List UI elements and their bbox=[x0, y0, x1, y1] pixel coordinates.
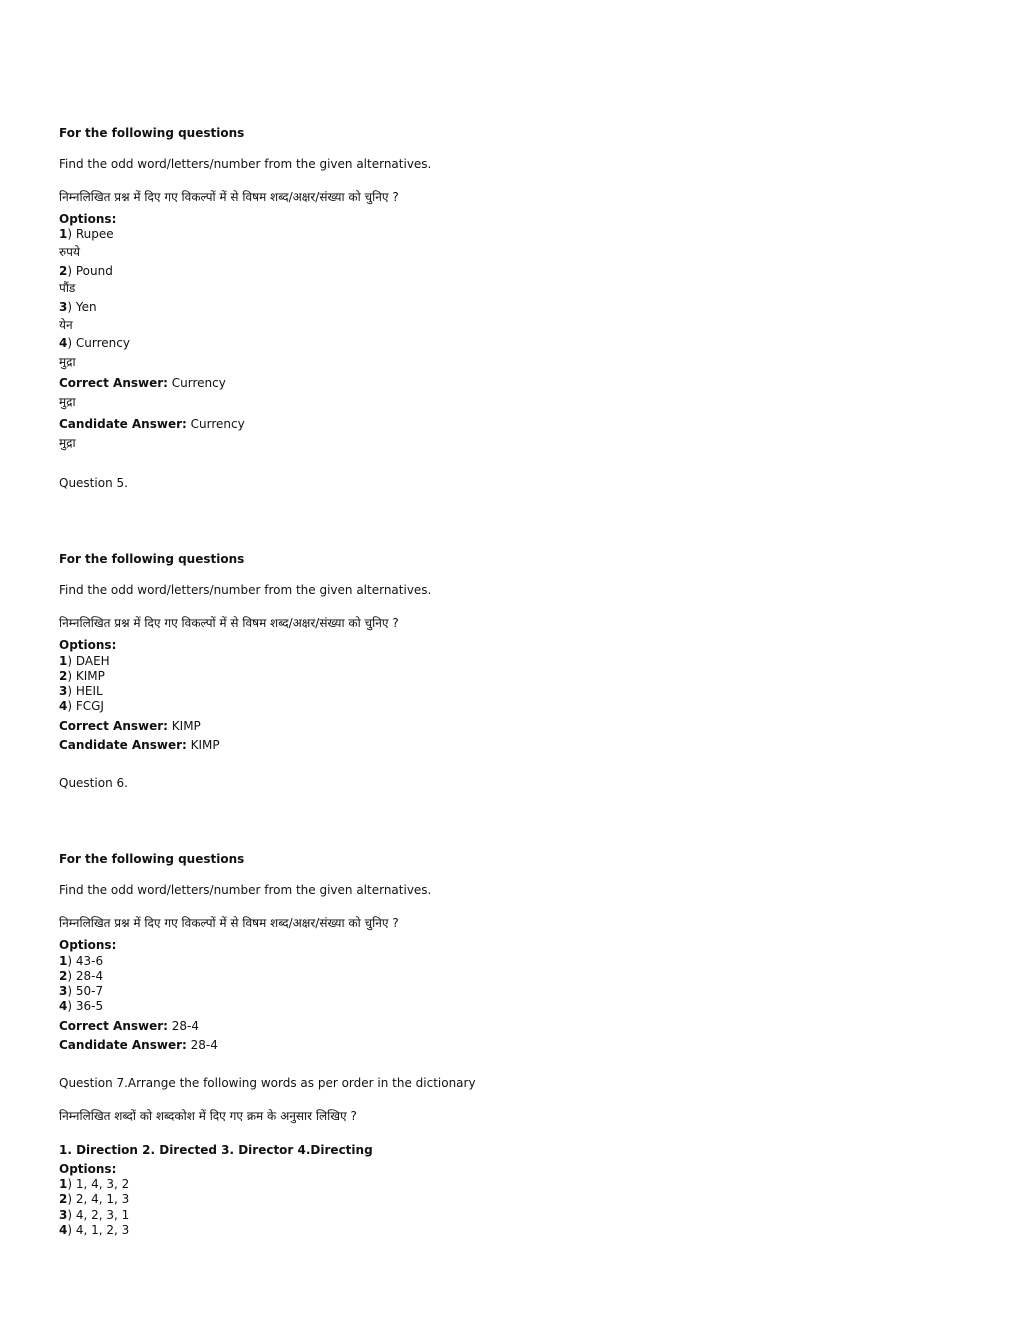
correct-answer-label: Correct Answer: bbox=[59, 376, 168, 390]
option-number: 4 bbox=[59, 336, 68, 350]
option-item bbox=[59, 669, 105, 684]
question-label: Question 7.Arrange the following words as per order in the dictionary bbox=[59, 1076, 476, 1090]
word-list: 1. Direction 2. Directed 3. Director 4.Directing bbox=[59, 1143, 373, 1157]
option-text: ) 4, 2, 3, 1 bbox=[67, 1208, 130, 1222]
option-item bbox=[59, 699, 104, 714]
option-number: 3 bbox=[59, 984, 68, 998]
candidate-answer-value: 28-4 bbox=[186, 1038, 218, 1052]
candidate-answer bbox=[59, 738, 220, 753]
option-text: ) Pound bbox=[67, 264, 113, 278]
candidate-answer bbox=[59, 1038, 218, 1053]
option-item bbox=[59, 999, 103, 1014]
option-number: 4 bbox=[59, 699, 68, 713]
option-text: ) Yen bbox=[67, 300, 97, 314]
option-item bbox=[59, 1177, 129, 1192]
correct-answer-value: Currency bbox=[167, 376, 226, 390]
option-item bbox=[59, 227, 114, 242]
options-label: Options: bbox=[59, 212, 117, 226]
option-text: ) 28-4 bbox=[67, 969, 104, 983]
correct-answer bbox=[59, 1019, 199, 1034]
instruction-english: Find the odd word/letters/number from the given alternatives. bbox=[59, 157, 432, 171]
option-number: 4 bbox=[59, 1223, 68, 1237]
option-number: 1 bbox=[59, 227, 68, 241]
candidate-answer-hindi: मुद्रा bbox=[59, 436, 76, 450]
option-text: ) 2, 4, 1, 3 bbox=[67, 1192, 130, 1206]
option-text: ) Rupee bbox=[67, 227, 114, 241]
option-text: ) HEIL bbox=[67, 684, 103, 698]
option-item bbox=[59, 969, 103, 984]
candidate-answer-label: Candidate Answer: bbox=[59, 417, 187, 431]
correct-answer bbox=[59, 719, 201, 734]
option-text: ) 4, 1, 2, 3 bbox=[67, 1223, 130, 1237]
option-number: 1 bbox=[59, 954, 68, 968]
correct-answer-value: 28-4 bbox=[167, 1019, 200, 1033]
option-item bbox=[59, 1223, 129, 1238]
option-hindi: मुद्रा bbox=[59, 355, 76, 369]
instruction-english: Find the odd word/letters/number from the given alternatives. bbox=[59, 883, 432, 897]
option-text: ) Currency bbox=[67, 336, 130, 350]
options-label: Options: bbox=[59, 638, 117, 652]
option-item bbox=[59, 654, 110, 669]
candidate-answer-value: Currency bbox=[186, 417, 245, 431]
section-heading: For the following questions bbox=[59, 852, 245, 866]
option-hindi: रुपये bbox=[59, 245, 80, 259]
option-item bbox=[59, 1192, 129, 1207]
candidate-answer-label: Candidate Answer: bbox=[59, 1038, 187, 1052]
correct-answer-hindi: मुद्रा bbox=[59, 395, 76, 409]
options-label: Options: bbox=[59, 938, 117, 952]
option-item bbox=[59, 984, 103, 999]
option-text: ) 1, 4, 3, 2 bbox=[67, 1177, 130, 1191]
candidate-answer-label: Candidate Answer: bbox=[59, 738, 187, 752]
instruction-hindi: निम्नलिखित प्रश्न में दिए गए विकल्पों में से विषम शब्द/अक्षर/संख्या को चुनिए ? bbox=[59, 616, 399, 630]
option-number: 2 bbox=[59, 264, 68, 278]
option-number: 4 bbox=[59, 999, 68, 1013]
candidate-answer bbox=[59, 417, 245, 432]
option-hindi: पौंड bbox=[59, 281, 76, 295]
option-text: ) 43-6 bbox=[67, 954, 104, 968]
option-number: 3 bbox=[59, 1208, 68, 1222]
option-text: ) DAEH bbox=[67, 654, 110, 668]
correct-answer-value: KIMP bbox=[167, 719, 201, 733]
instruction-hindi: निम्नलिखित प्रश्न में दिए गए विकल्पों में से विषम शब्द/अक्षर/संख्या को चुनिए ? bbox=[59, 916, 399, 930]
option-number: 1 bbox=[59, 654, 68, 668]
option-item bbox=[59, 300, 97, 315]
question-label: Question 5. bbox=[59, 476, 128, 490]
option-number: 2 bbox=[59, 669, 68, 683]
correct-answer-label: Correct Answer: bbox=[59, 1019, 168, 1033]
option-text: ) 36-5 bbox=[67, 999, 104, 1013]
candidate-answer-value: KIMP bbox=[186, 738, 220, 752]
option-text: ) FCGJ bbox=[67, 699, 104, 713]
option-number: 3 bbox=[59, 684, 68, 698]
option-number: 1 bbox=[59, 1177, 68, 1191]
option-item bbox=[59, 336, 130, 351]
option-number: 2 bbox=[59, 969, 68, 983]
instruction-english: Find the odd word/letters/number from the given alternatives. bbox=[59, 583, 432, 597]
section-heading: For the following questions bbox=[59, 552, 245, 566]
option-hindi: येन bbox=[59, 318, 73, 332]
option-item bbox=[59, 954, 103, 969]
option-text: ) 50-7 bbox=[67, 984, 104, 998]
options-label: Options: bbox=[59, 1162, 117, 1176]
correct-answer-label: Correct Answer: bbox=[59, 719, 168, 733]
option-number: 3 bbox=[59, 300, 68, 314]
section-heading: For the following questions bbox=[59, 126, 245, 140]
option-item bbox=[59, 1208, 129, 1223]
instruction-hindi: निम्नलिखित शब्दों को शब्दकोश में दिए गए क्रम के अनुसार लिखिए ? bbox=[59, 1109, 357, 1123]
option-item bbox=[59, 684, 103, 699]
instruction-hindi: निम्नलिखित प्रश्न में दिए गए विकल्पों में से विषम शब्द/अक्षर/संख्या को चुनिए ? bbox=[59, 190, 399, 204]
option-number: 2 bbox=[59, 1192, 68, 1206]
question-label: Question 6. bbox=[59, 776, 128, 790]
correct-answer bbox=[59, 376, 226, 391]
option-text: ) KIMP bbox=[67, 669, 105, 683]
option-item bbox=[59, 264, 113, 279]
